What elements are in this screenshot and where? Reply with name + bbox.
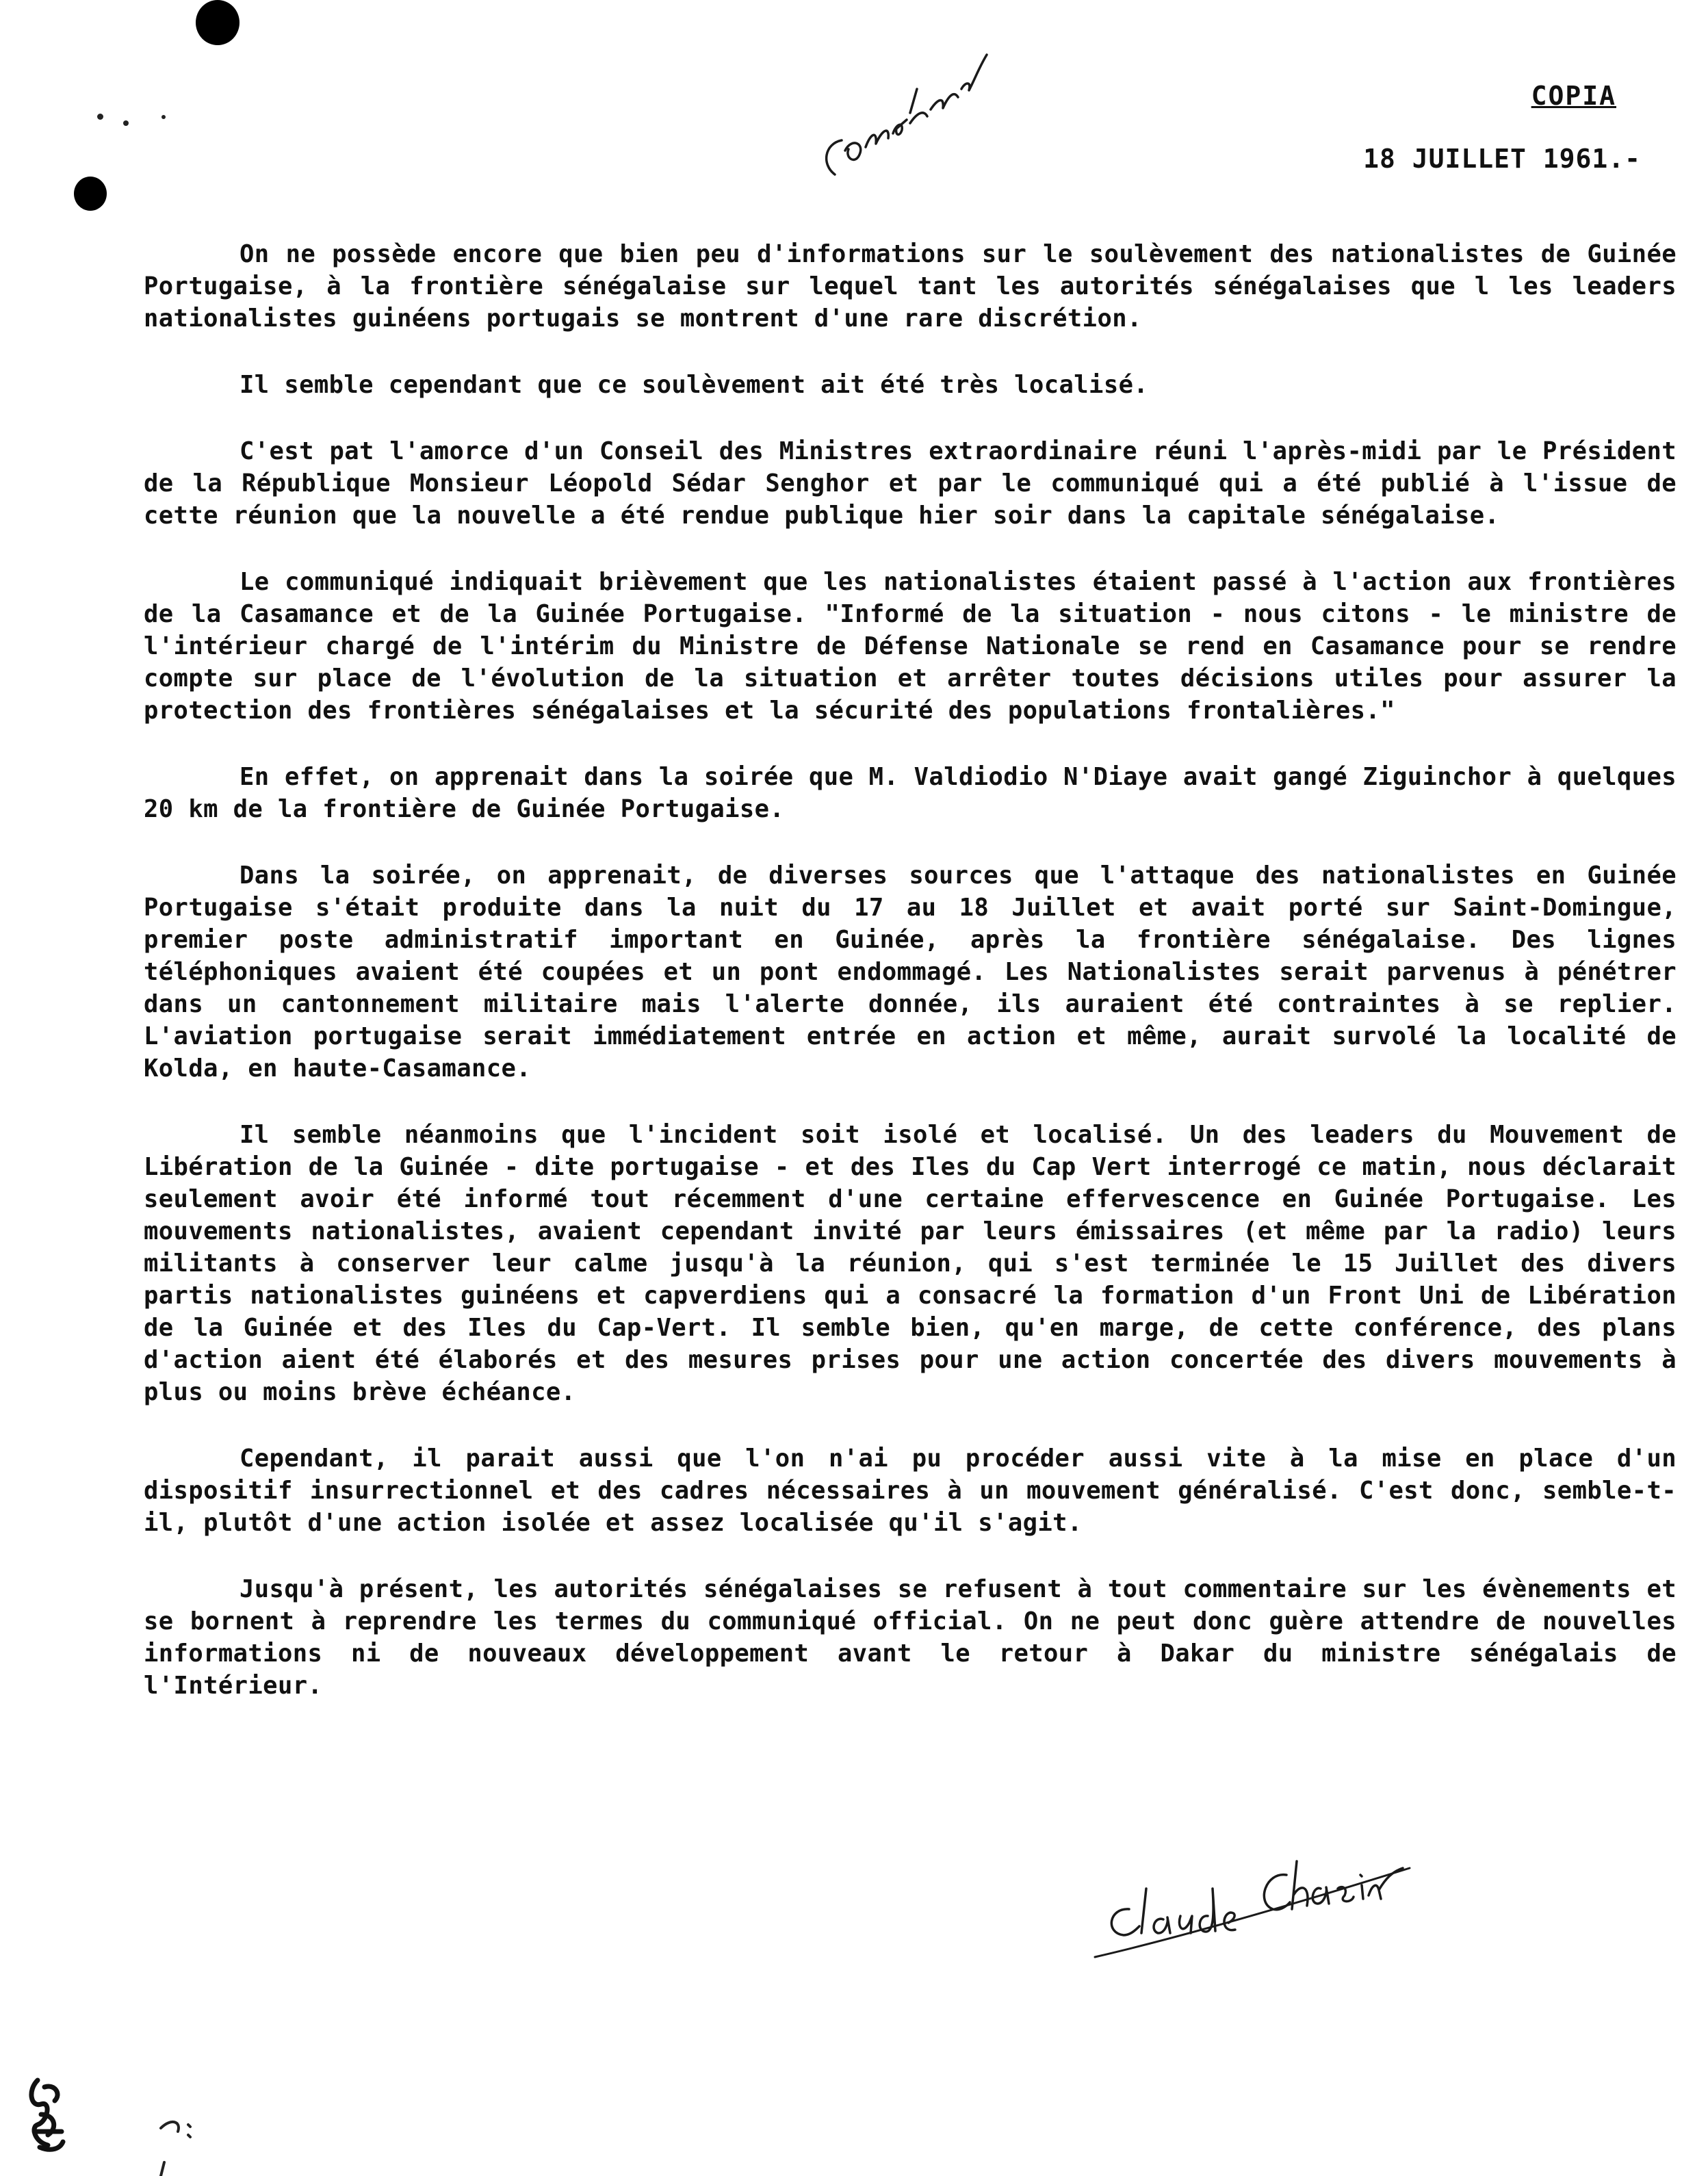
document-date: 18 JUILLET 1961.- — [1363, 144, 1641, 174]
paragraph-7: Il semble néanmoins que l'incident soit isolé et localisé. Un des leaders du Mouvement de Libération de la Guinée - dite portugaise - et des Iles du Cap Vert interrogé ce matin, nous déclarait seulement avoir été informé tout récemment d'une certaine effervescence en Guinée Portugaise. Les mouvements nationalistes, avaient cependant invité par leurs émissaires (et même par la radio) leurs militants à conserver leur calme jusqu'à la réunion, qui s'est terminée le 15 Juillet des divers partis nationalistes guinéens et capverdiens qui a consacré la formation d'un Front Uni de Libération de la Guinée et des Iles du Cap-Vert. Il semble bien, qu'en marge, de cette conférence, des plans d'action aient été élaborés et des mesures prises pour une action concertée des divers mouvements à plus ou moins brève échéance. — [144, 1121, 1677, 1406]
speck-mark — [123, 120, 129, 126]
paragraph-6: Dans la soirée, on apprenait, de diverses sources que l'attaque des nationalistes en Guinée Portugaise s'était produite dans la nuit du 17 au 18 Juillet et avait porté sur Saint-Domingue, premier poste administratif important en Guinée, après la frontière sénégalaise. Des lignes téléphoniques avaient été coupées et un pont endommagé. Les Nationalistes serait parvenus à pénétrer dans un cantonnement militaire mais l'alerte donnée, ils auraient été contraintes à se replier. L'aviation portugaise serait immédiatement entrée en action et même, aurait survolé la localité de Kolda, en haute-Casamance. — [144, 862, 1677, 1083]
paragraph-3: C'est pat l'amorce d'un Conseil des Ministres extraordinaire réuni l'après-midi par le Président de la République Monsieur Léopold Sédar Senghor et par le communiqué qui a été publié à l'issue de cette réunion que la nouvelle a été rendue publique hier soir dans la capitale sénégalaise. — [144, 437, 1677, 530]
punch-hole-middle — [74, 177, 107, 211]
letter-body — [144, 238, 1677, 1736]
paragraph-1: On ne possède encore que bien peu d'informations sur le soulèvement des nationalistes de Guinée Portugaise, à la frontière sénégalaise sur lequel tant les autorités sénégalaises que l les leaders nationalistes guinéens portugais se montrent d'une rare discrétion. — [144, 240, 1677, 333]
handwritten-signature — [1081, 1820, 1423, 1978]
paragraph-8: Cependant, il parait aussi que l'on n'ai pu procéder aussi vite à la mise en place d'un dispositif insurrectionnel et des cadres nécessaires à un mouvement généralisé. C'est donc, semble-t-il, plutôt d'une action isolée et assez localisée qu'il s'agit. — [144, 1445, 1677, 1537]
paragraph-5: En effet, on apprenait dans la soirée que M. Valdiodio N'Diaye avait gangé Ziguinchor à quelques 20 km de la frontière de Guinée Portugaise. — [144, 763, 1677, 823]
speck-mark — [97, 114, 103, 120]
speck-mark — [161, 115, 166, 119]
punch-hole-top — [196, 0, 240, 45]
library-stamp-mark — [14, 2067, 89, 2162]
handwritten-place-note — [807, 48, 1013, 185]
scribble-mark — [151, 2101, 212, 2176]
paragraph-4: Le communiqué indiquait brièvement que les nationalistes étaient passé à l'action aux frontières de la Casamance et de la Guinée Portugaise. "Informé de la situation - nous citons - le ministre de l'intérieur chargé de l'intérim du Ministre de Défense Nationale se rend en Casamance pour se rendre compte sur place de l'évolution de la situation et arrêter toutes décisions utiles pour assurer la protection des frontières sénégalaises et la sécurité des populations frontalières." — [144, 568, 1677, 725]
paragraph-9: Jusqu'à présent, les autorités sénégalaises se refusent à tout commentaire sur les évènements et se bornent à reprendre les termes du communiqué official. On ne peut donc guère attendre de nouvelles informations ni de nouveaux développement avant le retour à Dakar du ministre sénégalais de l'Intérieur. — [144, 1575, 1677, 1700]
paragraph-2: Il semble cependant que ce soulèvement ait été très localisé. — [240, 371, 1149, 399]
copy-stamp: COPIA — [1531, 81, 1616, 111]
